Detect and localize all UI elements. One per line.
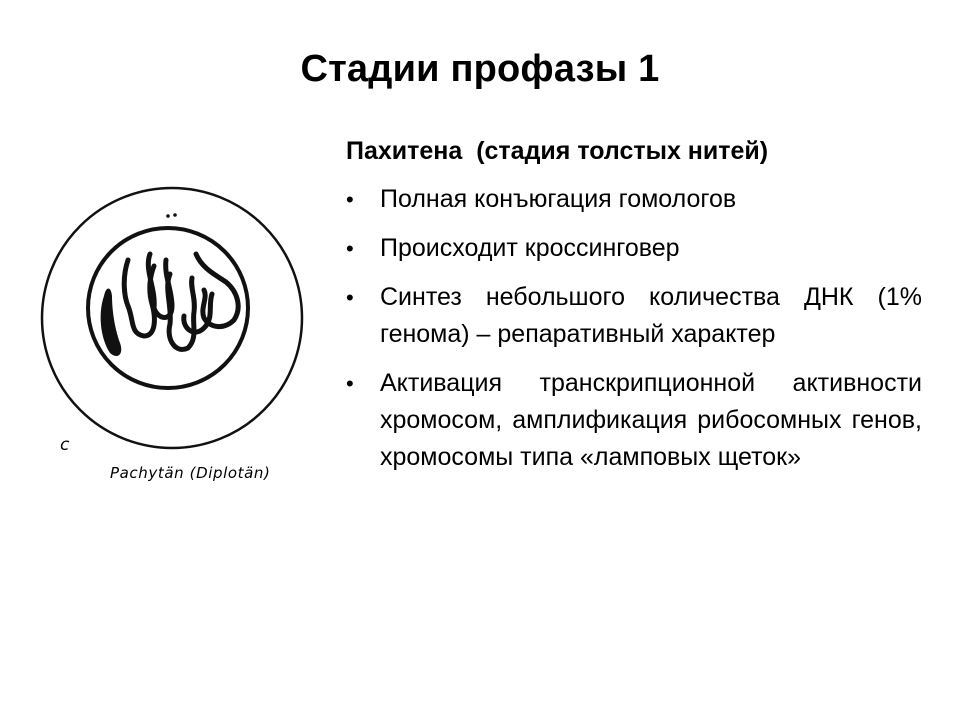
chromosome-threads <box>124 254 238 349</box>
slide-title: Стадии профазы 1 <box>300 48 660 90</box>
subheading: Пахитена (стадия толстых нитей) <box>346 137 769 165</box>
slide-content <box>346 133 922 488</box>
bullet-item <box>346 279 922 353</box>
bullet-dot: • <box>346 285 354 310</box>
bullet-dot: • <box>346 187 354 212</box>
bullet-text: Активация транскрипционной активности хромосом, амплификация рибосомных генов, хромосомы типа «ламповых щеток» <box>380 369 922 471</box>
figure-caption: Pachytän (Diplotän) <box>110 464 271 482</box>
bullet-text: Синтез небольшого количества ДНК (1% генома) – репаративный характер <box>380 283 922 348</box>
granule <box>173 213 177 217</box>
bullet-text: Происходит кроссинговер <box>380 234 680 262</box>
bullet-item <box>346 230 922 267</box>
bullet-dot: • <box>346 236 354 261</box>
bullet-text: Полная конъюгация гомологов <box>380 185 737 213</box>
figure-letter: c <box>60 435 70 455</box>
cell-drawing <box>32 178 322 498</box>
granule <box>166 214 170 218</box>
bullet-dot: • <box>346 371 354 396</box>
bullet-item <box>346 365 922 476</box>
pachytene-cell-figure <box>32 178 322 498</box>
bullet-list <box>346 181 922 476</box>
bullet-item <box>346 181 922 218</box>
chromatin-body <box>101 289 122 357</box>
